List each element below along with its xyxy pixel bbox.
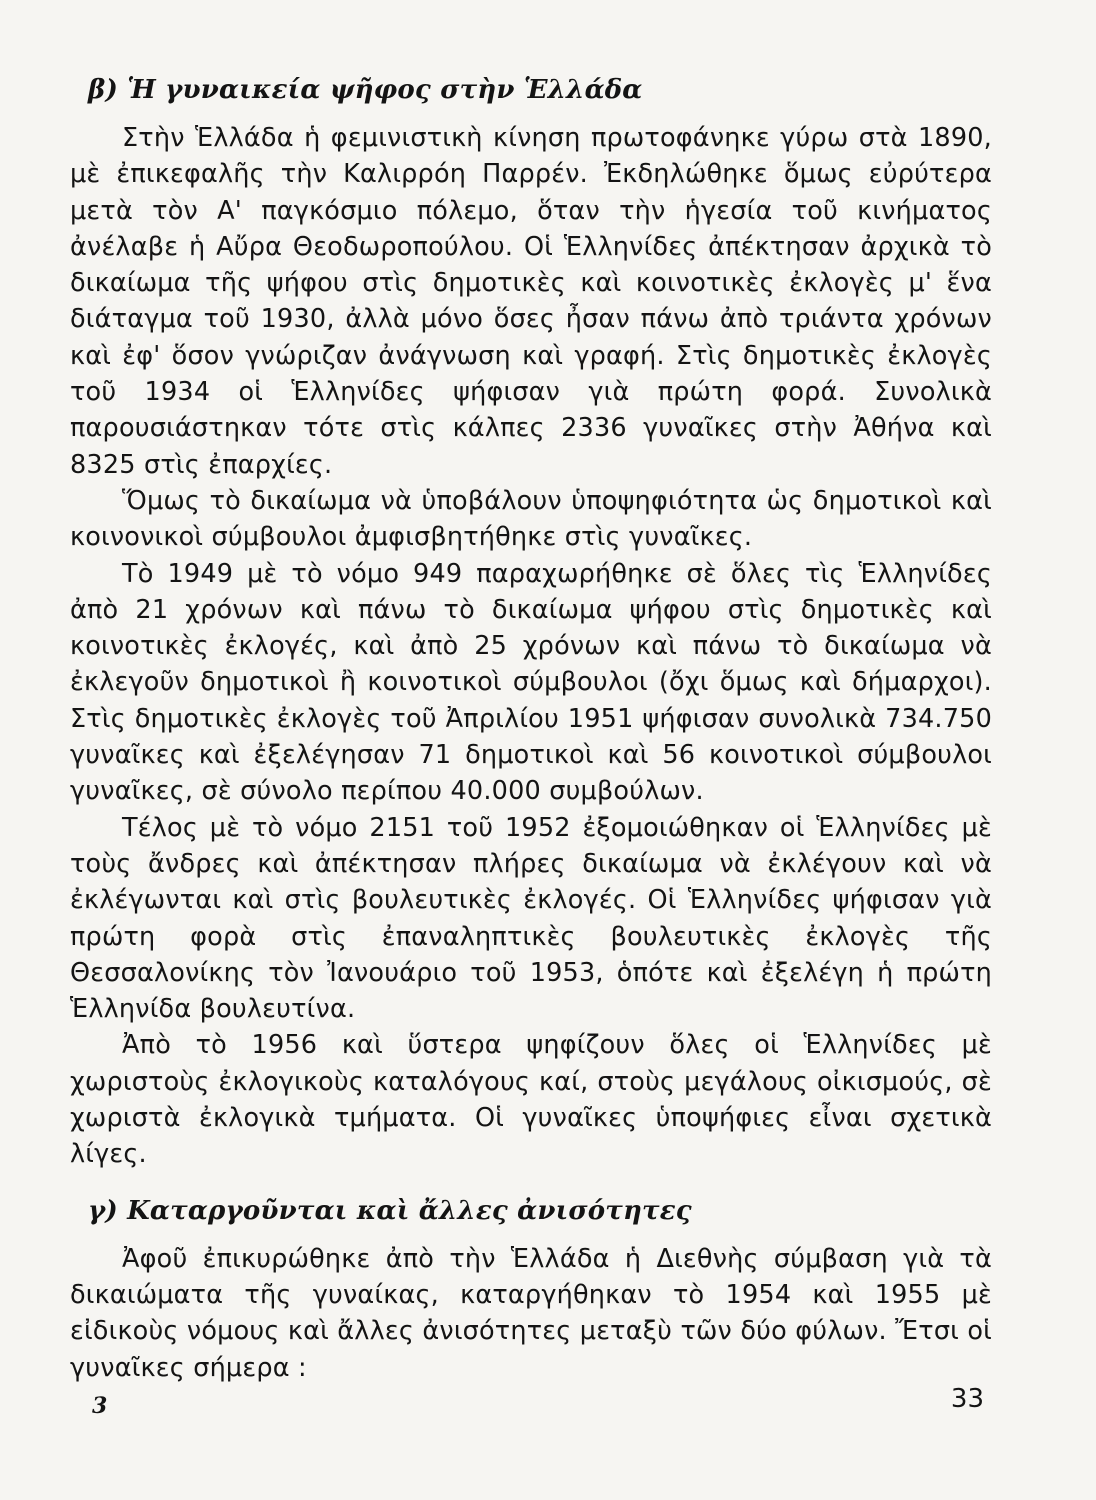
paragraph: Ἀφοῦ ἐπικυρώθηκε ἀπὸ τὴν Ἑλλάδα ἡ Διεθνὴς σύμβαση γιὰ τὰ δικαιώματα τῆς γυναίκας, καταργήθηκαν τὸ 1954 καὶ 1955 μὲ εἰδικοὺς νόμους καὶ ἄλλες ἀνισότητες μεταξὺ τῶν δύο φύλων. Ἔτσι οἱ γυναῖκες σήμερα : (70, 1243, 992, 1383)
paragraph: Τέλος μὲ τὸ νόμο 2151 τοῦ 1952 ἐξομοιώθηκαν οἱ Ἑλληνίδες μὲ τοὺς ἄνδρες καὶ ἀπέκτησαν πλήρες δικαίωμα νὰ ἐκλέγουν καὶ νὰ ἐκλέγωνται καὶ στὶς βουλευτικὲς ἐκλογές. Οἱ Ἑλληνίδες ψήφισαν γιὰ πρώτη φορὰ στὶς ἐπαναληπτικὲς βουλευτικὲς ἐκλογὲς τῆς Θεσσαλονίκης τὸν Ἰανουάριο τοῦ 1953, ὁπότε καὶ ἐξελέγη ἡ πρώτη Ἑλληνίδα βουλευτίνα. (70, 812, 992, 1025)
paragraph: Ἀπὸ τὸ 1956 καὶ ὕστερα ψηφίζουν ὅλες οἱ Ἑλληνίδες μὲ χωριστοὺς ἐκλογικοὺς καταλόγους καί, στοὺς μεγάλους οἰκισμούς, σὲ χωριστὰ ἐκλογικὰ τμήματα. Οἱ γυναῖκες ὑποψήφιες εἶναι σχετικὰ λίγες. (70, 1030, 992, 1170)
page-content (70, 72, 992, 1386)
signature-mark: 3 (92, 1393, 108, 1419)
section-c-heading: γ) Καταργοῦνται καὶ ἄλλες ἀνισότητες (88, 1195, 692, 1226)
paragraph: Τὸ 1949 μὲ τὸ νόμο 949 παραχωρήθηκε σὲ ὅλες τὶς Ἑλληνίδες ἀπὸ 21 χρόνων καὶ πάνω τὸ δικαίωμα ψήφου στὶς δημοτικὲς καὶ κοινοτικὲς ἐκλογές, καὶ ἀπὸ 25 χρόνων καὶ πάνω τὸ δικαίωμα νὰ ἐκλεγοῦν δημοτικοὶ ἢ κοινοτικοὶ σύμβουλοι (ὄχι ὅμως καὶ δήμαρχοι). Στὶς δημοτικὲς ἐκλογὲς τοῦ Ἀπριλίου 1951 ψήφισαν συνολικὰ 734.750 γυναῖκες καὶ ἐξελέγησαν 71 δημοτικοὶ καὶ 56 κοινοτικοὶ σύμβουλοι γυναῖκες, σὲ σύνολο περίπου 40.000 συμβούλων. (70, 558, 992, 807)
section-b-heading: β) Ἡ γυναικεία ψῆφος στὴν Ἑλλάδα (88, 75, 643, 105)
paragraph: Στὴν Ἑλλάδα ἡ φεμινιστικὴ κίνηση πρωτοφάνηκε γύρω στὰ 1890, μὲ ἐπικεφαλῆς τὴν Καλιρρόη Παρρέν. Ἐκδηλώθηκε ὅμως εὐρύτερα μετὰ τὸν Α' παγκόσμιο πόλεμο, ὅταν τὴν ἡγεσία τοῦ κινήματος ἀνέλαβε ἡ Αὔρα Θεοδωροπούλου. Οἱ Ἑλληνίδες ἀπέκτησαν ἀρχικὰ τὸ δικαίωμα τῆς ψήφου στὶς δημοτικὲς καὶ κοινοτικὲς ἐκλογὲς μ' ἕνα διάταγμα τοῦ 1930, ἀλλὰ μόνο ὅσες ἦσαν πάνω ἀπὸ τριάντα χρόνων καὶ ἐφ' ὅσον γνώριζαν ἀνάγνωση καὶ γραφή. Στὶς δημοτικὲς ἐκλογὲς τοῦ 1934 οἱ Ἑλληνίδες ψήφισαν γιὰ πρώτη φορά. Συνολικὰ παρουσιάστηκαν τότε στὶς κάλπες 2336 γυναῖκες στὴν Ἀθήνα καὶ 8325 στὶς ἐπαρχίες. (70, 123, 992, 480)
paragraph: Ὅμως τὸ δικαίωμα νὰ ὑποβάλουν ὑποψηφιότητα ὡς δημοτικοὶ καὶ κοινονικοὶ σύμβουλοι ἀμφισβητήθηκε στὶς γυναῖκες. (70, 485, 992, 553)
page-number: 33 (950, 1384, 984, 1414)
